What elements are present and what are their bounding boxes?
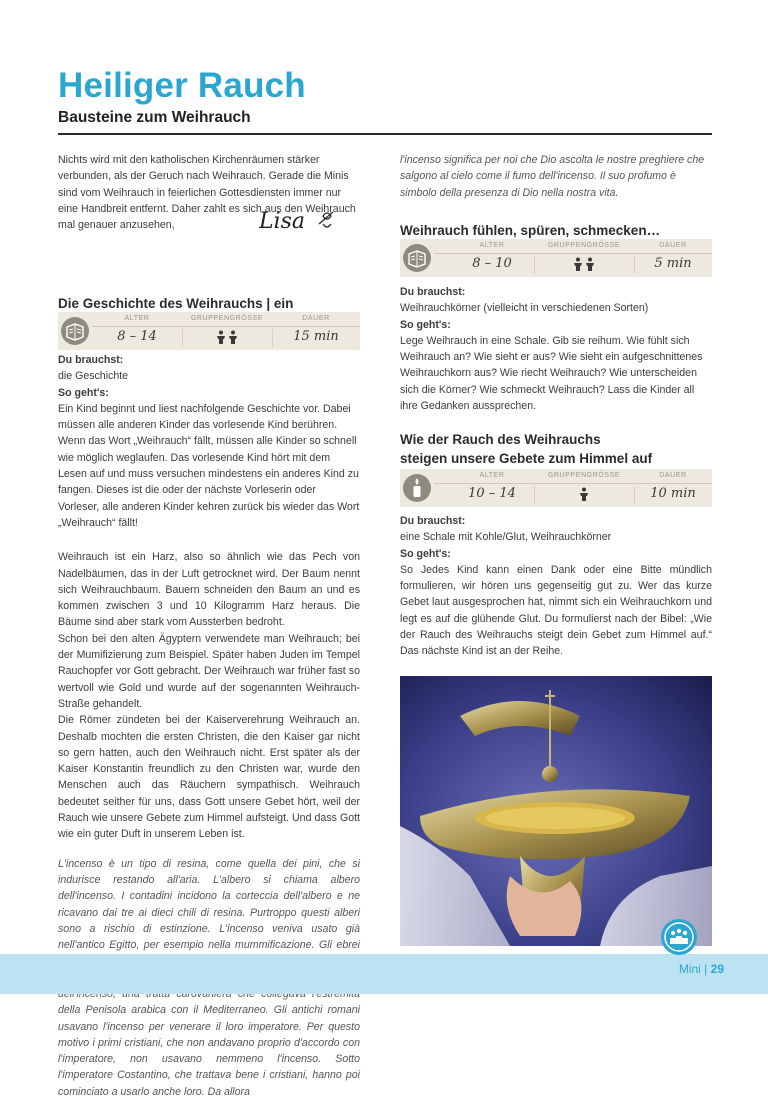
- two-persons-icon: [569, 257, 599, 271]
- how-label: So geht's:: [58, 386, 109, 399]
- group-label: GRUPPENGRÖSSE: [190, 315, 264, 322]
- section-title: Die Geschichte des Weihrauchs | ein: [58, 296, 294, 311]
- story-text: Weihrauch ist ein Harz, also so ähnlich wie das Pech von Nadelbäumen, das in der Luft getrocknet wird. Der Baum nennt sich Weihrauchbaum. Bauern schneiden den Baum an und es kommen zwischen 3 und 10 Kilogramm Harz heraus. Die Bäume sind aber stark vom Aussterben bedroht. Schon bei den alten Ägyptern verwendete man Weihrauch; bei der Mumifizierung zum Beispiel. Später haben Juden im Tempel Rauchopfer vor Gott gebracht. Der Weihrauch war früher fast so wertvoll wie Gold und wurde auf der sogenannten Weihrauch-Straße gehandelt. Die Römer zündeten bei der Kaiserverehrung Weihrauch an. Deshalb mochten die ersten Christen, die den Kaiser gar nicht so gern hatten, auch den Weihrauch nicht. Erst später als der Kaiser Konstantin freundlich zu den Christen war, wurde den Menschen auch das Räuchern sympathisch. Weihrauch bedeutet seither für uns, dass Gott unsere Gebet hört, weil der Rauch wie unsere Gebete zum Himmel aufsteigt. Und dass Gott wie ein guter Duft in unserem Leben ist.: [58, 551, 360, 841]
- duration-label: DAUER: [302, 315, 330, 322]
- need-text: eine Schale mit Kohle/Glut, Weihrauchkörner: [400, 531, 612, 544]
- age-value: 8 – 14: [117, 329, 157, 344]
- section-title-line2: steigen unsere Gebete zum Himmel auf: [400, 451, 653, 466]
- how-text: So Jedes Kind kann einen Dank oder eine Bitte mündlich formulieren, wir hören uns gegenseitig gut zu. Wer das kurze Gebet laut ausgesprochen hat, nimmt sich ein Weihrauchkorn und legt es auf die glühende Glut. Du formulierst nach der Bibel: „Wie der Rauch des Weihrauchs steigt dein Gebet zum Himmel auf.“ Das nächste Kind ist an der Reihe.: [400, 563, 712, 658]
- info-bar: [400, 469, 712, 507]
- need-text: die Geschichte: [58, 370, 129, 383]
- section-fuehlen-body: [400, 284, 712, 414]
- how-label: So geht's:: [400, 547, 451, 560]
- candle-icon: [402, 473, 432, 503]
- need-label: Du brauchst:: [400, 286, 466, 298]
- section-title-line1: Wie der Rauch des Weihrauchs: [400, 432, 601, 447]
- need-label: Du brauchst:: [58, 354, 124, 366]
- duration-value: 15 min: [293, 329, 339, 344]
- age-label: ALTER: [124, 315, 150, 322]
- header-rule: [58, 133, 712, 135]
- one-person-icon: [577, 487, 591, 501]
- footer-band: [0, 954, 768, 994]
- intro-text: Nichts wird mit den katholischen Kirchenräumen stärker verbunden, als der Geruch nach Weihrauch. Gerade die Minis sind vom Weihrauch in feierlichen Gottesdiensten immer nur eine Handbreit entfernt. Daher zahlt es sich aus den Weihrauch mal genauer anzusehen,: [58, 154, 356, 232]
- duration-label: DAUER: [659, 472, 687, 479]
- section-gebete: [400, 430, 712, 472]
- how-label: So geht's:: [400, 318, 451, 331]
- group-label: GRUPPENGRÖSSE: [547, 242, 621, 249]
- how-text: Lege Weihrauch in eine Schale. Gib sie reihum. Wie fühlt sich Weihrauch an? Wie sieht er aus? Wie sieht ein aufgeschnittenes Weihrauchkorn aus? Wie riecht Weihrauch? Wie unterscheiden sich die Körner? Wie schmeckt Weihrauch? Lass die Kinder all ihre Gedanken aussprechen.: [400, 334, 703, 413]
- page-subtitle: Bausteine zum Weihrauch: [58, 109, 251, 126]
- page-number: [679, 962, 724, 976]
- magazine-name: Mini: [678, 962, 701, 976]
- svg-text:Lisa: Lisa: [259, 209, 306, 234]
- need-text: Weihrauchkörner (vielleicht in verschiedenen Sorten): [400, 302, 649, 315]
- group-label: GRUPPENGRÖSSE: [547, 472, 621, 479]
- page-title: Heiliger Rauch: [58, 66, 306, 105]
- duration-value: 5 min: [654, 256, 692, 271]
- incense-photo: [400, 676, 712, 946]
- info-bar: [58, 312, 360, 350]
- intro-text-italian: l'incenso significa per noi che Dio ascolta le nostre preghiere che salgono al cielo come il fumo dell'incenso. Il suo profumo è simbolo della presenza di Dio nella nostra vita.: [400, 154, 705, 199]
- age-label: ALTER: [479, 242, 505, 249]
- section-gebete-body: [400, 513, 712, 660]
- age-value: 8 – 10: [472, 256, 512, 271]
- page-number-value: 29: [710, 962, 724, 976]
- intro-italian-block: [400, 152, 712, 201]
- age-label: ALTER: [479, 472, 505, 479]
- story-text-italian: L'incenso è un tipo di resina, come quella dei pini, che si indurisce restando all'aria. L'albero si chiama albero dell'incenso. I contadini incidono la corteccia dell'albero e ne ricavano dai tre ai dieci chili di resina. Purtroppo questi alberi sono a rischio di estinzione. L'incenso veniva usato già nell'antico Egitto, per esempio nella mummificazione. Gli ebrei della Penisola arabica con il Mediterraneo. Gli antichi romani usavano l'incenso per venerare il loro imperatore. Per questo motivo i primi cristiani, che non andavano proprio d'accordo con l'imperatore, non usavano nemmeno l'incenso. Sotto l'imperatore Costantino, che trattava bene i cristiani, hanno poi cominciato a usarlo anche loro. Da allora: [58, 857, 360, 1098]
- need-label: Du brauchst:: [400, 515, 466, 527]
- section-title: Weihrauch fühlen, spüren, schmecken…: [400, 223, 661, 238]
- mini-logo-icon: [660, 918, 698, 956]
- info-bar: [400, 239, 712, 277]
- book-icon: [60, 316, 90, 346]
- footer-separator: |: [704, 962, 708, 976]
- two-persons-icon: [212, 330, 242, 344]
- signature: [259, 206, 339, 236]
- age-value: 10 – 14: [468, 486, 516, 501]
- duration-value: 10 min: [650, 486, 696, 501]
- book-icon: [402, 243, 432, 273]
- how-text: Ein Kind beginnt und liest nachfolgende Geschichte vor. Dabei müssen alle anderen Kinder das vorlesende Kind berühren. Wenn das Wort „Weihrauch“ fällt, müssen alle Kinder so schnell wie möglich weglaufen. Das vorlesende Kind hört mit dem Lesen auf und muss versuchen mindestens ein anderes Kind zu fangen. Dieses ist die oder der nächste Vorleserin oder Vorleser, alle anderen Kinder kehren zurück bis wieder das Wort „Weihrauch“ fällt!: [58, 402, 360, 529]
- duration-label: DAUER: [659, 242, 687, 249]
